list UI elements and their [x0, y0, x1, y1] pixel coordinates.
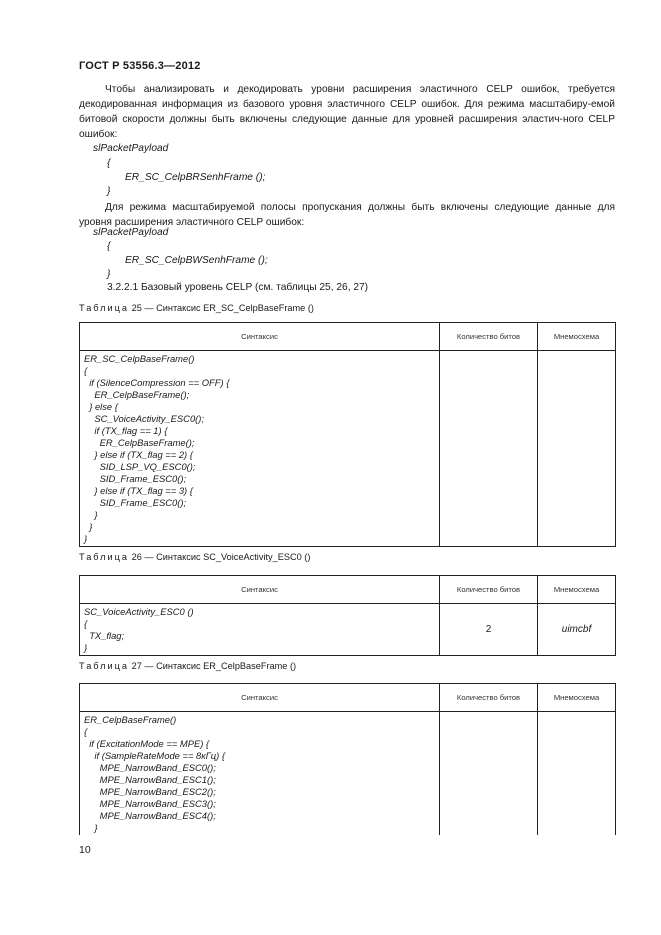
- code-block: [80, 712, 439, 835]
- code-line: }: [84, 509, 98, 520]
- mnemonic-header: Мнемосхема: [538, 323, 616, 351]
- mnemonic-cell: uimcbf: [538, 604, 616, 656]
- mnemonic-cell: [538, 712, 616, 836]
- code-line: if (ExcitationMode == MPE) {: [84, 738, 210, 749]
- bandwidth-paragraph: Для режима масштабируемой полосы пропускания должны быть включены следующие данные для уровня расширения эластичного CELP ошибок:: [79, 202, 615, 228]
- mnemonic-header: Мнемосхема: [538, 576, 616, 604]
- syntax-cell: [80, 604, 440, 656]
- syntax-cell: [80, 712, 440, 836]
- bits-cell: 2: [440, 604, 538, 656]
- code-block: [80, 351, 439, 546]
- code-line: }: [84, 533, 88, 544]
- table-header-row: [80, 684, 616, 712]
- table-25: [79, 322, 616, 547]
- bits-cell: [440, 712, 538, 836]
- table-26-caption: [79, 552, 310, 562]
- table-27: [79, 683, 616, 835]
- code-line: ER_CelpBaseFrame();: [84, 389, 190, 400]
- code2-line-4: }: [107, 269, 111, 280]
- code-line: } else if (TX_flag == 3) {: [84, 485, 193, 496]
- code-line: ER_CelpBaseFrame(): [84, 714, 177, 725]
- table-25-caption: [79, 303, 314, 313]
- intro-paragraph: Чтобы анализировать и декодировать уровни расширения эластичного CELP ошибок, требуется декодированная информация из базового уровня эластичного CELP ошибок. Для режима масштабиру-емой битовой скорости должны быть включены следующие данные для уровней расширения эластич-ного CELP ошибок:: [79, 84, 615, 140]
- bits-header: Количество битов: [440, 684, 538, 712]
- table-27-caption: [79, 661, 296, 671]
- code-line: } else if (TX_flag == 2) {: [84, 449, 193, 460]
- code2-line-1: slPacketPayload: [93, 227, 169, 238]
- syntax-header: Синтаксис: [80, 684, 440, 712]
- code1-line-2: {: [107, 158, 111, 169]
- code-line: SC_VoiceActivity_ESC0 (): [84, 606, 194, 617]
- bits-header: Количество битов: [440, 576, 538, 604]
- code-line: MPE_NarrowBand_ESC0();: [84, 762, 216, 773]
- code-line: SID_Frame_ESC0();: [84, 473, 187, 484]
- table-row: [80, 604, 616, 656]
- caption-text: 25 — Синтаксис ER_SC_CelpBaseFrame (): [131, 303, 314, 313]
- caption-word: Таблица: [79, 661, 130, 671]
- code-line: }: [84, 521, 93, 532]
- code1-line-4: }: [107, 186, 111, 197]
- code-line: {: [84, 365, 88, 376]
- code-line: } else {: [84, 401, 118, 412]
- code-line: MPE_NarrowBand_ESC1();: [84, 774, 216, 785]
- code-line: {: [84, 726, 88, 737]
- section-heading: 3.2.2.1 Базовый уровень CELP (см. таблицы 25, 26, 27): [107, 282, 369, 293]
- code-line: MPE_NarrowBand_ESC3();: [84, 798, 216, 809]
- table-header-row: [80, 323, 616, 351]
- code1-line-3: ER_SC_CelpBRSenhFrame ();: [125, 172, 266, 183]
- bits-header: Количество битов: [440, 323, 538, 351]
- code-line: ER_CelpBaseFrame();: [84, 437, 195, 448]
- code-line: if (SampleRateMode == 8кГц) {: [84, 750, 225, 761]
- code-line: SID_LSP_VQ_ESC0();: [84, 461, 196, 472]
- mnemonic-header: Мнемосхема: [538, 684, 616, 712]
- caption-text: 27 — Синтаксис ER_CelpBaseFrame (): [131, 661, 297, 671]
- table-header-row: [80, 576, 616, 604]
- page-number: 10: [79, 844, 91, 856]
- code-line: {: [84, 618, 88, 629]
- code-line: SC_VoiceActivity_ESC0();: [84, 413, 205, 424]
- caption-word: Таблица: [79, 552, 130, 562]
- code1-line-1: slPacketPayload: [93, 143, 169, 154]
- code-block: [80, 604, 439, 655]
- code-line: TX_flag;: [84, 630, 125, 641]
- table-row: [80, 712, 616, 836]
- caption-text: 26 — Синтаксис SC_VoiceActivity_ESC0 (): [131, 552, 311, 562]
- mnemonic-cell: [538, 351, 616, 547]
- code-line: MPE_NarrowBand_ESC2();: [84, 786, 216, 797]
- code-line: SID_Frame_ESC0();: [84, 497, 187, 508]
- bits-cell: [440, 351, 538, 547]
- document-header: ГОСТ Р 53556.3—2012: [79, 60, 201, 72]
- code-line: MPE_NarrowBand_ESC4();: [84, 810, 216, 821]
- code-line: ER_SC_CelpBaseFrame(): [84, 353, 195, 364]
- table-row: [80, 351, 616, 547]
- syntax-cell: [80, 351, 440, 547]
- syntax-header: Синтаксис: [80, 576, 440, 604]
- code2-line-3: ER_SC_CelpBWSenhFrame ();: [125, 255, 268, 266]
- code2-line-2: {: [107, 241, 111, 252]
- code-line: if (TX_flag == 1) {: [84, 425, 168, 436]
- code-line: }: [84, 642, 88, 653]
- table-26: [79, 575, 616, 656]
- code-line: }: [84, 822, 98, 833]
- caption-word: Таблица: [79, 303, 130, 313]
- code-line: if (SilenceCompression == OFF) {: [84, 377, 230, 388]
- syntax-header: Синтаксис: [80, 323, 440, 351]
